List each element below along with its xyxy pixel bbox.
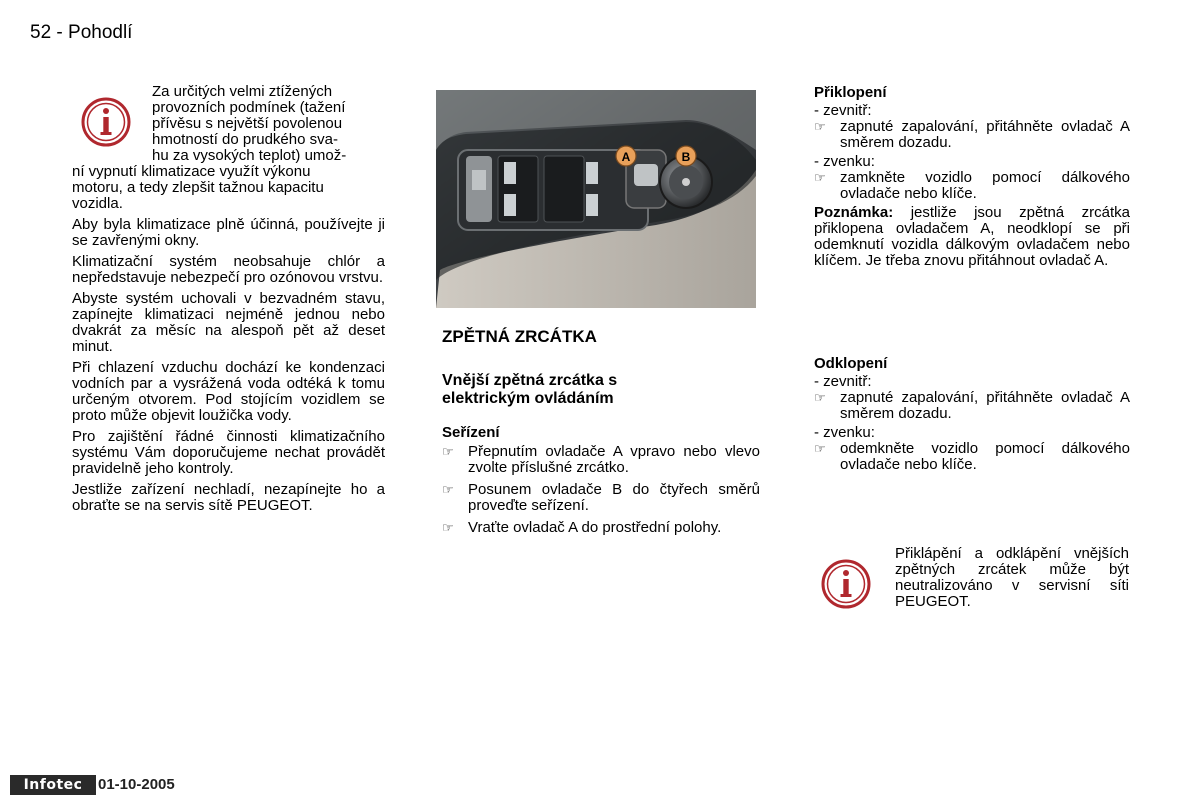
info-note-right: [895, 546, 1129, 610]
list-item: [442, 444, 760, 476]
text-line: ní vypnutí klimatizace využít výkonu: [72, 163, 311, 180]
print-date: 01-10-2005: [98, 776, 175, 793]
right-column: [814, 84, 1130, 269]
paragraph: Abyste systém uchovali v bezvadném stavu, zapínejte klimatizaci nejméně jednou nebo dvakrát za měsíc na alespoň pět až deset minut.: [72, 290, 385, 355]
bullet-hand-icon: ☞: [814, 441, 826, 456]
note: [814, 205, 1130, 269]
section-heading: ZPĚTNÁ ZRCÁTKA: [442, 327, 597, 346]
middle-column: [442, 327, 760, 536]
list-item-text: Vraťte ovladač A do prostřední polohy.: [468, 519, 722, 536]
list-item: [814, 441, 1130, 473]
door-switch-photo: [436, 90, 756, 308]
list-item-text: odemkněte vozidlo pomocí dálkového ovladače nebo klíče.: [840, 440, 1130, 473]
info-icon: [820, 558, 872, 610]
list-item: [814, 170, 1130, 202]
bullet-hand-icon: ☞: [814, 119, 826, 134]
list-item-text: Posunem ovladače B do čtyřech směrů proveďte seřízení.: [468, 481, 760, 514]
label-a: A: [621, 150, 631, 164]
unfold-outside: - zvenku:: [814, 424, 875, 441]
paragraph: Při chlazení vzduchu dochází ke kondenzaci vodních par a vysrážená voda odtéká k tomu určeným otvorem. Pod stojícím vozidlem se proto může objevit loužička vody.: [72, 359, 385, 424]
paragraph: Jestliže zařízení nechladí, nezapínejte ho a obraťte se na servis sítě PEUGEOT.: [72, 481, 385, 514]
text-line: Za určitých velmi ztížených: [152, 83, 333, 100]
bullet-hand-icon: ☞: [442, 482, 454, 497]
bullet-hand-icon: ☞: [442, 520, 454, 535]
text-line: motoru, a tedy zlepšit tažnou kapacitu: [72, 179, 324, 196]
text-line: hu za vysokých teplot) umož-: [152, 147, 347, 164]
paragraph: Aby byla klimatizace plně účinná, používejte ji se zavřenými okny.: [72, 216, 385, 249]
unfold-inside: - zevnitř:: [814, 373, 872, 390]
list-item-text: zapnuté zapalování, přitáhněte ovladač A směrem dozadu.: [840, 389, 1130, 422]
right-column-unfold: [814, 355, 1130, 473]
list-item: [442, 482, 760, 514]
label-b: B: [681, 150, 691, 164]
list-item: [442, 520, 760, 536]
info-icon: [80, 96, 132, 148]
list-item-text: zapnuté zapalování, přitáhněte ovladač A směrem dozadu.: [840, 118, 1130, 151]
note-text: jestliže jsou zpětná zrcátka přiklopena ovladačem A, neodklopí se při odemknutí vozidla dálkovým ovladačem nebo klíčem. Je třeba znovu přitáhnout ovladač A.: [814, 204, 1130, 269]
fold-title: Přiklopení: [814, 84, 887, 101]
page-title: 52 - Pohodlí: [30, 22, 133, 43]
left-column: [72, 164, 385, 514]
text-line: přívěsu s největší povolenou: [152, 115, 343, 132]
info-text: Přiklápění a odklápění vnějších zpětných zrcátek může být neutralizováno v servisní síti PEUGEOT.: [895, 545, 1129, 610]
note-label: Poznámka:: [814, 204, 894, 221]
subheading: Vnější zpětná zrcátka s elektrickým ovládáním: [442, 372, 618, 407]
adjustment-title: Seřízení: [442, 424, 500, 441]
list-item: [814, 390, 1130, 422]
infotec-logo: Infotec: [10, 775, 96, 795]
bullet-hand-icon: ☞: [442, 444, 454, 459]
text-line: vozidla.: [72, 195, 123, 212]
paragraph: Pro zajištění řádné činnosti klimatizačního systému Vám doporučujeme nechat provádět pravidelně jeho kontroly.: [72, 428, 385, 477]
list-item: [814, 119, 1130, 151]
bullet-hand-icon: ☞: [814, 390, 826, 405]
bullet-hand-icon: ☞: [814, 170, 826, 185]
fold-outside: - zvenku:: [814, 153, 875, 170]
list-item-text: Přepnutím ovladače A vpravo nebo vlevo zvolte příslušné zrcátko.: [468, 443, 760, 476]
text-line: hmotností do prudkého sva-: [152, 131, 338, 148]
text-line: provozních podmínek (tažení: [152, 99, 346, 116]
fold-inside: - zevnitř:: [814, 102, 872, 119]
unfold-title: Odklopení: [814, 355, 888, 372]
list-item-text: zamkněte vozidlo pomocí dálkového ovladače nebo klíče.: [840, 169, 1130, 202]
info-intro-top: [152, 84, 384, 164]
paragraph: Klimatizační systém neobsahuje chlór a nepředstavuje nebezpečí pro ozónovou vrstvu.: [72, 253, 385, 286]
